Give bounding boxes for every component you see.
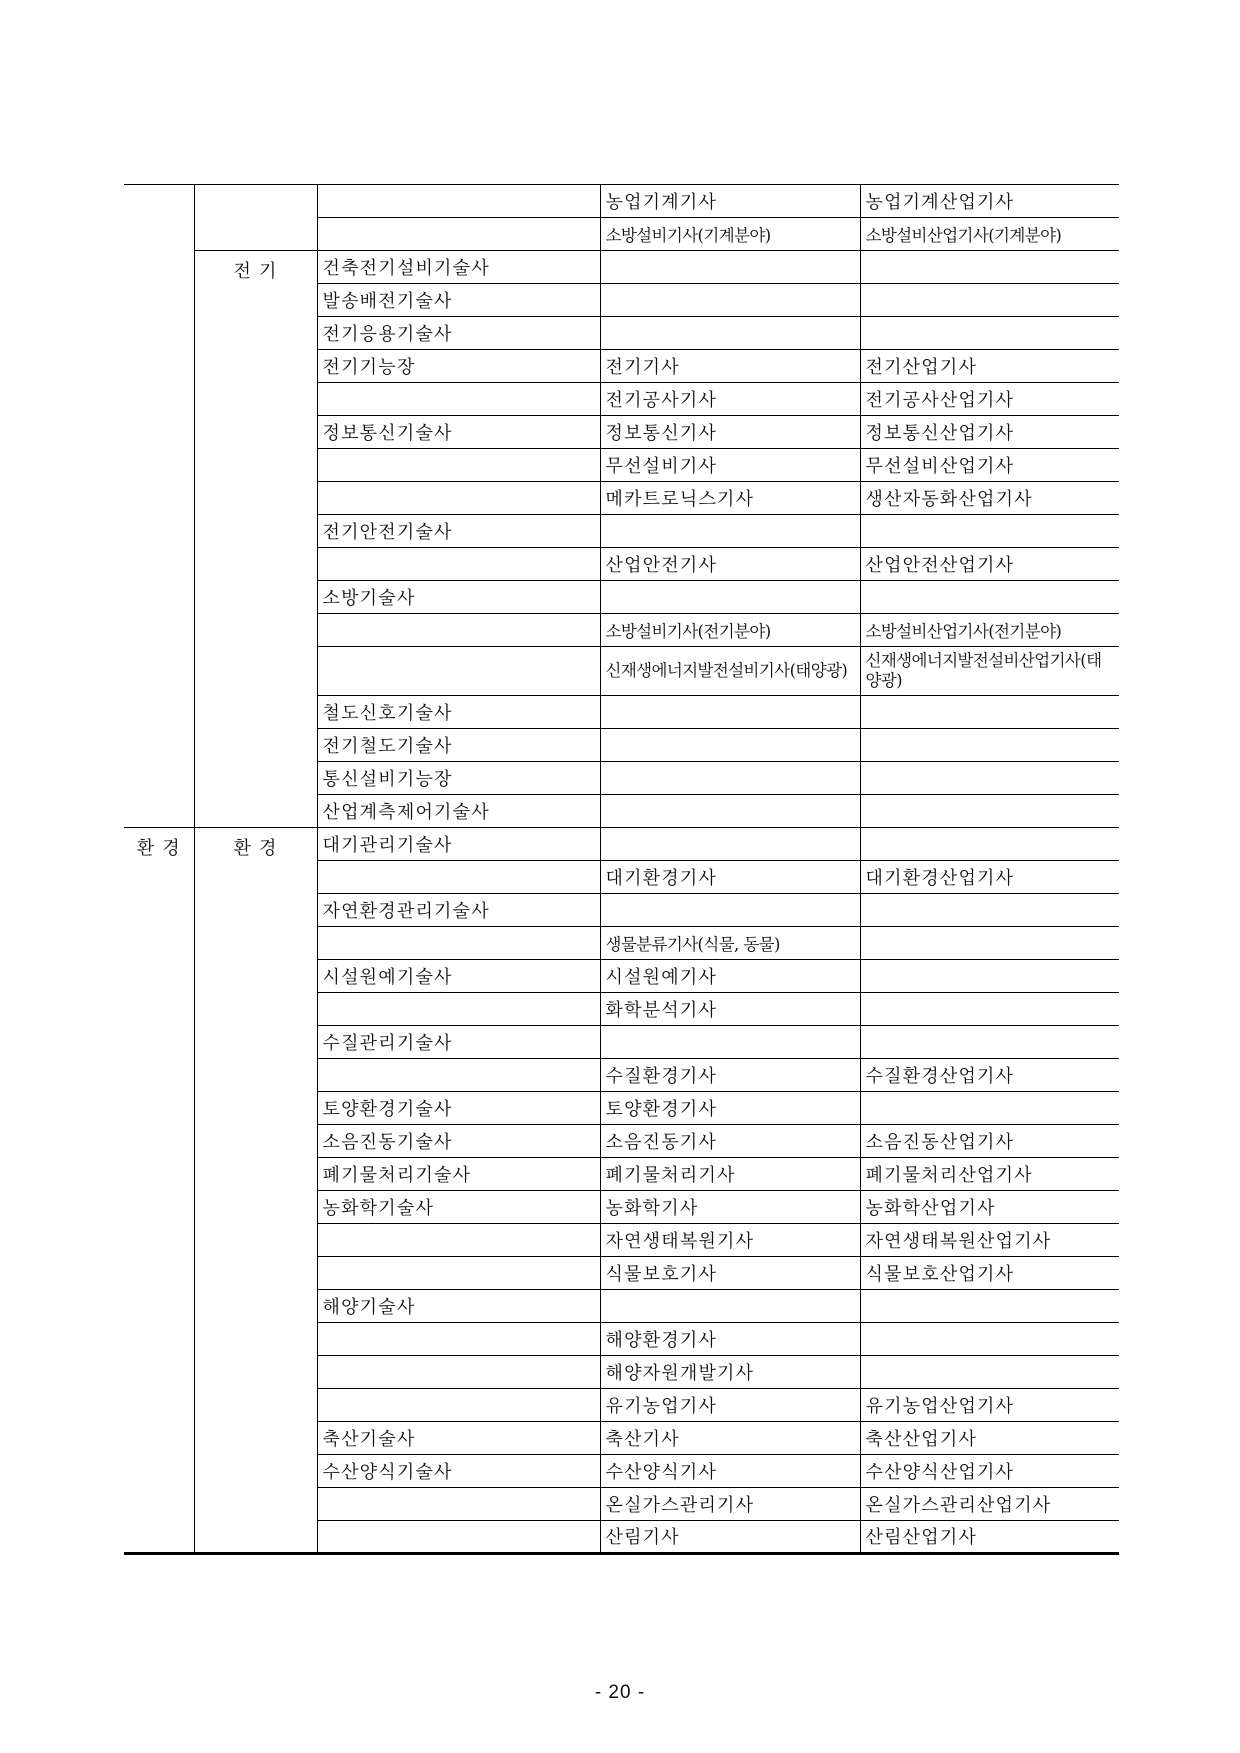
qualification-professional-cell [317,185,600,218]
qualification-professional-cell [317,383,600,416]
qualification-engineer-cell: 시설원예기사 [600,959,860,992]
qualification-professional-cell: 전기철도기술사 [317,728,600,761]
qualification-engineer-cell: 생물분류기사(식물, 동물) [600,926,860,959]
qualification-professional-cell [317,1322,600,1355]
qualification-engineer-cell: 소방설비기사(기계분야) [600,218,860,251]
qualification-industrial-engineer-cell: 축산산업기사 [860,1421,1119,1454]
qualification-engineer-cell: 소음진동기사 [600,1124,860,1157]
qualification-engineer-cell [600,581,860,614]
qualification-professional-cell: 소방기술사 [317,581,600,614]
qualification-engineer-cell [600,761,860,794]
qualification-engineer-cell: 산림기사 [600,1520,860,1553]
qualification-professional-cell: 수질관리기술사 [317,1025,600,1058]
qualification-professional-cell [317,1058,600,1091]
table-row [124,185,1119,218]
qualification-industrial-engineer-cell [860,1322,1119,1355]
qualification-professional-cell: 수산양식기술사 [317,1454,600,1487]
qualification-industrial-engineer-cell [860,251,1119,284]
qualification-engineer-cell: 수질환경기사 [600,1058,860,1091]
qualification-industrial-engineer-cell: 신재생에너지발전설비산업기사(태양광) [860,647,1119,696]
qualification-professional-cell: 철도신호기술사 [317,695,600,728]
qualification-industrial-engineer-cell: 무선설비산업기사 [860,449,1119,482]
qualification-industrial-engineer-cell [860,959,1119,992]
table-row [124,251,1119,284]
qualification-professional-cell [317,1256,600,1289]
qualification-engineer-cell: 농업기계기사 [600,185,860,218]
qualification-professional-cell [317,449,600,482]
qualification-engineer-cell [600,827,860,860]
qualification-industrial-engineer-cell: 대기환경산업기사 [860,860,1119,893]
qualification-professional-cell [317,926,600,959]
qualification-professional-cell: 통신설비기능장 [317,761,600,794]
qualification-engineer-cell [600,1289,860,1322]
qualification-industrial-engineer-cell [860,1091,1119,1124]
qualification-engineer-cell: 전기공사기사 [600,383,860,416]
qualification-industrial-engineer-cell [860,926,1119,959]
qualification-engineer-cell: 전기기사 [600,350,860,383]
qualification-industrial-engineer-cell [860,1289,1119,1322]
qualification-industrial-engineer-cell [860,761,1119,794]
qualification-engineer-cell: 신재생에너지발전설비기사(태양광) [600,647,860,696]
qualification-engineer-cell: 해양자원개발기사 [600,1355,860,1388]
qualification-industrial-engineer-cell: 산업안전산업기사 [860,548,1119,581]
middle-category-cell: 전 기 [194,251,317,828]
qualification-professional-cell: 전기기능장 [317,350,600,383]
qualification-engineer-cell: 토양환경기사 [600,1091,860,1124]
qualification-professional-cell: 토양환경기술사 [317,1091,600,1124]
qualification-table-body [124,185,1119,1554]
qualification-professional-cell [317,482,600,515]
qualification-professional-cell: 자연환경관리기술사 [317,893,600,926]
qualification-industrial-engineer-cell [860,317,1119,350]
qualification-engineer-cell: 축산기사 [600,1421,860,1454]
qualification-professional-cell: 산업계측제어기술사 [317,794,600,827]
qualification-industrial-engineer-cell: 소방설비산업기사(전기분야) [860,614,1119,647]
qualification-industrial-engineer-cell: 정보통신산업기사 [860,416,1119,449]
qualification-industrial-engineer-cell [860,992,1119,1025]
qualification-industrial-engineer-cell: 생산자동화산업기사 [860,482,1119,515]
qualification-professional-cell [317,1223,600,1256]
middle-category-cell: 환 경 [194,827,317,1553]
page-number: - 20 - [594,1682,646,1703]
qualification-professional-cell: 폐기물처리기술사 [317,1157,600,1190]
qualification-professional-cell [317,1355,600,1388]
qualification-engineer-cell: 메카트로닉스기사 [600,482,860,515]
qualification-engineer-cell: 농화학기사 [600,1190,860,1223]
qualification-professional-cell [317,548,600,581]
qualification-industrial-engineer-cell [860,728,1119,761]
qualification-industrial-engineer-cell [860,893,1119,926]
qualification-engineer-cell: 정보통신기사 [600,416,860,449]
qualification-professional-cell: 건축전기설비기술사 [317,251,600,284]
qualification-professional-cell [317,647,600,696]
qualification-engineer-cell: 해양환경기사 [600,1322,860,1355]
major-category-cell: 환 경 [124,827,194,1553]
qualification-professional-cell: 발송배전기술사 [317,284,600,317]
qualification-engineer-cell: 무선설비기사 [600,449,860,482]
qualification-professional-cell: 전기응용기술사 [317,317,600,350]
qualification-engineer-cell: 산업안전기사 [600,548,860,581]
qualification-industrial-engineer-cell [860,1355,1119,1388]
qualification-industrial-engineer-cell: 농화학산업기사 [860,1190,1119,1223]
qualification-professional-cell [317,1520,600,1553]
qualification-industrial-engineer-cell: 소음진동산업기사 [860,1124,1119,1157]
qualification-industrial-engineer-cell [860,284,1119,317]
qualification-industrial-engineer-cell: 전기공사산업기사 [860,383,1119,416]
qualification-professional-cell [317,1487,600,1520]
qualification-engineer-cell [600,728,860,761]
qualification-professional-cell: 축산기술사 [317,1421,600,1454]
qualification-industrial-engineer-cell [860,581,1119,614]
qualification-engineer-cell [600,893,860,926]
qualification-professional-cell: 농화학기술사 [317,1190,600,1223]
qualification-professional-cell [317,992,600,1025]
qualification-engineer-cell: 화학분석기사 [600,992,860,1025]
qualification-engineer-cell: 소방설비기사(전기분야) [600,614,860,647]
qualification-industrial-engineer-cell: 전기산업기사 [860,350,1119,383]
qualification-professional-cell [317,218,600,251]
qualification-professional-cell: 해양기술사 [317,1289,600,1322]
qualification-industrial-engineer-cell: 온실가스관리산업기사 [860,1487,1119,1520]
qualification-engineer-cell: 자연생태복원기사 [600,1223,860,1256]
qualification-industrial-engineer-cell: 식물보호산업기사 [860,1256,1119,1289]
table-row [124,827,1119,860]
qualification-engineer-cell [600,251,860,284]
qualification-industrial-engineer-cell: 유기농업산업기사 [860,1388,1119,1421]
qualification-industrial-engineer-cell: 자연생태복원산업기사 [860,1223,1119,1256]
qualification-engineer-cell [600,1025,860,1058]
qualification-industrial-engineer-cell: 수질환경산업기사 [860,1058,1119,1091]
qualification-engineer-cell: 대기환경기사 [600,860,860,893]
qualification-professional-cell: 정보통신기술사 [317,416,600,449]
qualification-professional-cell: 시설원예기술사 [317,959,600,992]
qualification-engineer-cell: 온실가스관리기사 [600,1487,860,1520]
qualification-industrial-engineer-cell: 농업기계산업기사 [860,185,1119,218]
qualification-engineer-cell [600,794,860,827]
major-category-cell [124,185,194,828]
qualification-industrial-engineer-cell [860,827,1119,860]
qualification-professional-cell [317,1388,600,1421]
middle-category-cell [194,185,317,251]
qualification-engineer-cell [600,695,860,728]
qualification-professional-cell: 소음진동기술사 [317,1124,600,1157]
qualification-industrial-engineer-cell [860,1025,1119,1058]
qualification-industrial-engineer-cell: 폐기물처리산업기사 [860,1157,1119,1190]
qualification-industrial-engineer-cell [860,515,1119,548]
qualification-industrial-engineer-cell [860,695,1119,728]
qualification-industrial-engineer-cell: 산림산업기사 [860,1520,1119,1553]
qualification-table [124,184,1119,1555]
qualification-industrial-engineer-cell: 소방설비산업기사(기계분야) [860,218,1119,251]
qualification-engineer-cell [600,317,860,350]
qualification-professional-cell: 대기관리기술사 [317,827,600,860]
qualification-industrial-engineer-cell [860,794,1119,827]
qualification-professional-cell [317,614,600,647]
qualification-engineer-cell: 유기농업기사 [600,1388,860,1421]
qualification-professional-cell: 전기안전기술사 [317,515,600,548]
qualification-professional-cell [317,860,600,893]
qualification-engineer-cell: 수산양식기사 [600,1454,860,1487]
qualification-engineer-cell [600,284,860,317]
qualification-engineer-cell: 식물보호기사 [600,1256,860,1289]
qualification-engineer-cell [600,515,860,548]
qualification-engineer-cell: 폐기물처리기사 [600,1157,860,1190]
qualification-industrial-engineer-cell: 수산양식산업기사 [860,1454,1119,1487]
